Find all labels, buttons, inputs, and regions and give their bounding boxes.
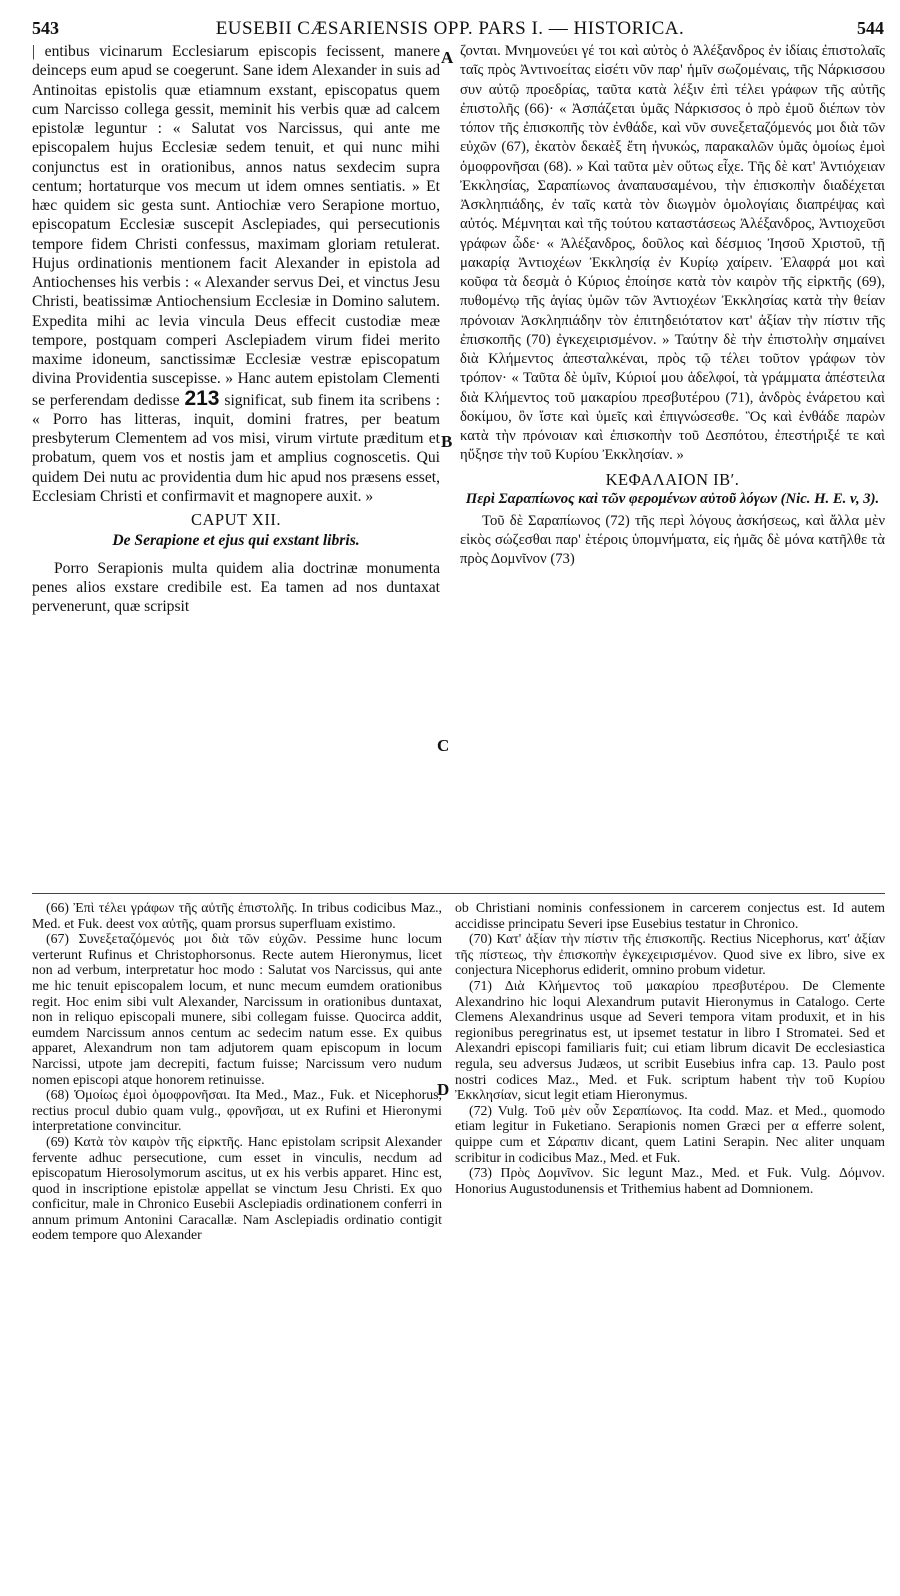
margin-letter-d: D	[437, 1080, 450, 1099]
note-67: (67) Συνεξεταζόμενός μοι διὰ τῶν εὐχῶν. Pessime hunc locum verterunt Rufinus et Christophorsonus. Recte autem Hieronymus, licet non ad verbum, interpretatur hoc modo : Salutat vos Narcissus, qui ante me hic tenuit episcopalem locum, et nunc mecum eumdem orationibus regit. Hoc enim sibi vult Alexander, Narcissum in orationibus duntaxat, non in reliquo episcopali munere, sibi collegam fuisse. Quocirca addit, eumdem Narcissum annos centum ac sedecim natum esse. Ex quibus apparet, Alexandrum non tam adjutorem quam episcopum in locum Narcissi, utpote jam decrepiti, factum fuisse; Narcissum vero nudum nomen episcopi atque honorem retinuisse.	[32, 931, 442, 1087]
latin-paragraph-1-tail: significat, sub finem ita scribens : « Porro has litteras, inquit, domini fratres, per beatum presbyterum Clementem ad vos misi, virum virtute præditum et probatum, quem vos et nostis jam et amplius cognoscetis. Qui quidem Dei nutu ac providentia dum hic apud nos præsens esset, Ecclesiam Christi et confirmavit et magnopere auxit. »	[32, 391, 440, 505]
kephalaion-subtitle: Περὶ Σαραπίωνος καὶ τῶν φερομένων αὐτοῦ λόγων (Nic. H. E. v, 3).	[465, 490, 880, 507]
page-number-right: 544	[857, 18, 884, 38]
note-70: (70) Κατ' ἀξίαν τὴν πίστιν τῆς ἐπισκοπῆς. Rectius Nicephorus, κατ' ἀξίαν τῆς πίστεως, τὴν ἐπισκοπὴν ἐγκεχειρισμένον. Quod sive ex libro, sive ex conjectura Nicephorus ediderit, omnino probum videtur.	[455, 931, 885, 978]
note-68: (68) Ὁμοίως ἐμοὶ ὁμοφρονῆσαι. Ita Med., Maz., Fuk. et Nicephorus, rectius procul dubio quam vulg., φρονῆσαι, ut ex Rufini et Hieronymi interpretatione convincitur.	[32, 1087, 442, 1134]
note-69-continued: ob Christiani nominis confessionem in carcerem conjectus est. Id autem accidisse principatu Severi ipse Eusebius testatur in Chronico.	[455, 900, 885, 931]
page-marginal-number: 213	[184, 386, 220, 410]
notes-divider	[32, 893, 885, 894]
note-73: (73) Πρὸς Δομνῖνον. Sic legunt Maz., Med. et Fuk. Vulg. Δόμνον. Honorius Augustodunensis et Trithemius habent ad Domnionem.	[455, 1165, 885, 1196]
caput-heading: CAPUT XII.	[191, 510, 281, 529]
notes-right-column	[455, 900, 885, 1196]
page-number-left: 543	[32, 18, 59, 38]
latin-column	[32, 42, 440, 616]
note-69: (69) Κατὰ τὸν καιρὸν τῆς εἱρκτῆς. Hanc epistolam scripsit Alexander fervente adhuc persecutione, cum esset in vinculis, necdum ad episcopatum Hierosolymorum ascitus, ut ex his verbis apparet. Hinc est, quod in inscriptione epistolæ appellat se vinctum Jesu Christi. Ex quo conficitur, male in Chronico Eusebii Asclepiadis ordinationem conferri in annum primum Antonini Caracallæ. Nam Asclepiadis ordinatio contigit eodem tempore quo Alexander	[32, 1133, 442, 1243]
latin-paragraph-2: Porro Serapionis multa quidem alia doctrinæ monumenta penes alios exstare credibile est. Ea tamen ad nos duntaxat pervenerunt, quæ scripsit	[32, 559, 440, 615]
margin-letter-b: B	[441, 432, 453, 451]
running-title: EUSEBII CÆSARIENSIS OPP. PARS I. — HISTORICA.	[215, 18, 685, 39]
note-72: (72) Vulg. Τοῦ μὲν οὖν Σεραπίωνος. Ita codd. Maz. et Med., quomodo etiam legitur in Fuketiano. Serapionis nomen Græci per α efferre solent, quippe cum et Σάραπιν dicant, quem Latini Serapin. Nec aliter unquam scribitur in codicibus Maz., Med. et Fuk.	[455, 1102, 885, 1165]
greek-paragraph-1: ζονται. Μνημονεύει γέ τοι καὶ αὐτὸς ὁ Ἀλέξανδρος ἐν ἰδίαις ἐπιστολαῖς ταῖς πρὸς Ἀντινοείτας εἰσέτι νῦν παρ' ἡμῖν σωζομέναις, τῆς Νάρκισσου συν αὐτῷ προεδρίας, ταῦτα κατὰ λέξιν ἐπὶ τέλει γράφων τῆς αὐτῆς ἐπιστολῆς (66)· « Ἀσπάζεται ὑμᾶς Νάρκισσος ὁ πρὸ ἐμοῦ διέπων τὸν τόπον τῆς ἐπισκοπῆς τὸν ἐνθάδε, καὶ νῦν συνεξεταζόμενός μοι διὰ τῶν εὐχῶν (67), ἑκατὸν δεκαὲξ ἔτη ἠνυκώς, παρακαλῶν ὑμᾶς ὁμοίως ἐμοὶ ὁμοφρονῆσαι (68). » Καὶ ταῦτα μὲν οὕτως εἶχε. Τῆς δὲ κατ' Ἀντιόχειαν Ἐκκλησίας, Σαραπίωνος ἀναπαυσαμένου, τὴν ἐπισκοπὴν διαδέχεται Ἀσκληπιάδης, ἐν ταῖς κατὰ τὸν διωγμὸν ὁμολογίαις διαπρέψας καὶ αὐτός. Μέμνηται καὶ τῆς τούτου καταστάσεως Ἀλέξανδρος, Ἀντιοχεῦσι γράφων ὧδε· « Ἀλέξανδρος, δοῦλος καὶ δέσμιος Ἰησοῦ Χριστοῦ, τῇ μακαρίᾳ Ἀντιοχέων Ἐκκλησίᾳ ἐν Κυρίῳ χαίρειν. Ἐλαφρά μοι καὶ κοῦφα τὰ δεσμὰ ὁ Κύριος ἐποίησε κατὰ τὸν καιρὸν τῆς εἱρκτῆς (69), πυθομένῳ τῆς ἁγίας ὑμῶν τῶν Ἀντιοχέων Ἐκκλησίας κατὰ τὴν θείαν πρόνοιαν Ἀσκληπιάδην τὸν ἐπιτηδειότατον κατ' ἀξίαν τὴν πίστιν τῆς ἐπισκοπῆς (70) ἐγκεχειρισμένον. » Ταύτην δὲ τὴν ἐπιστολὴν σημαίνει διὰ Κλήμεντος ἀπεσταλκέναι, πρὸς τῷ τέλει τοῦτον γράφων τὸν τρόπον· « Ταῦτα δὲ ὑμῖν, Κύριοί μου ἀδελφοί, τὰ γράμματα ἀπέστειλα διὰ Κλήμεντος τοῦ μακαρίου πρεσβυτέρου (71), ἀνδρὸς ἐνάρετου καὶ δοκίμου, ὃν ἴστε καὶ ὑμεῖς καὶ ἐπιγνώσεσθε. Ὃς καὶ ἐνθάδε παρὼν κατὰ τὴν πρόνοιαν καὶ ἐπισκοπὴν τοῦ Δεσπότου, ἐπεστήριξέ τε καὶ ηὔξησε τὴν τοῦ Κυρίου Ἐκκλησίαν. »	[460, 43, 885, 464]
note-66: (66) Ἐπὶ τέλει γράφων τῆς αὐτῆς ἐπιστολῆς. In tribus codicibus Maz., Med. et Fuk. deest vox αὐτῆς, quam prorsus superfluam existimo.	[32, 900, 442, 931]
kephalaion-heading: ΚΕΦΑΛΑΙΟΝ ΙΒʹ.	[605, 469, 740, 489]
note-71: (71) Διὰ Κλήμεντος τοῦ μακαρίου πρεσβυτέρου. De Clemente Alexandrino hic loqui Alexandrum putavit Hieronymus in Catalogo. Certe Clemens Alexandrinus usque ad Severi tempora vitam produxit, et in his regionibus peregrinatus est, ut ipsemet testatur in libro I Stromatei. Sed et Alexandri episcopi familiaris fuit; cui etiam librum dicavit De ecclesiastica regula, seu adversus Judæos, ut scribit Eusebius infra cap. 13. Paulo post nostri codices Maz., Med. et Fuk. scriptum habent τὴν τοῦ Κυρίου Ἐκκλησίαν, sicut legit etiam Hieronymus.	[455, 977, 885, 1103]
greek-paragraph-2: Τοῦ δὲ Σαραπίωνος (72) τῆς περὶ λόγους ἀσκήσεως, καὶ ἄλλα μὲν εἰκὸς σώζεσθαι παρ' ἑτέροις ὑπομνήματα, εἰς ἡμᾶς δὲ μόνα κατῆλθε τὰ πρὸς Δομνῖνον (73)	[460, 512, 885, 568]
notes-left-column	[32, 900, 442, 1243]
margin-letter-c: C	[437, 736, 450, 755]
latin-paragraph-1-text: | entibus vicinarum Ecclesiarum episcopis fecissent, manere deinceps eum apud se coegerunt. Sane idem Alexander in suis ad Antinoitas epistolis quæ etiamnum exstant, episcopatus quem cum Narcisso collega gessit, meminit his verbis quæ ad calcem epistolæ leguntur : « Salutat vos Narcissus, qui ante me episcopalem hujus Ecclesiæ sedem tenuit, et qui nunc mihi conjunctus est in orationibus, annos natus sexdecim supra centum; hortaturque vos mecum ut idem omnes sentiatis. » Et hæc quidem sic gesta sunt. Antiochiæ vero Serapione mortuo, episcopatum Ecclesiæ suscepit Asclepiades, qui persecutionis tempore fidem Christi confessus, maximam gloriam retulerat. Hujus ordinationis mentionem facit Alexander in epistola ad Antiochenses his verbis : « Alexander servus Dei, et vinctus Jesu Christi, beatissimæ Antiochensium Ecclesiæ in Domino salutem. Expedita mihi ac levia vincula Deus effecit custodiæ meæ tempore, postquam comperi Asclepiadem virum fidei merito maxime idoneum, sanctissimæ Ecclesiæ vestræ episcopatum divina Providentia suscepisse. » Hanc autem epistolam Clementi se perferendam dedisse	[32, 43, 440, 409]
running-header	[0, 0, 900, 40]
margin-letter-a: A	[441, 48, 454, 67]
latin-paragraph-1	[32, 42, 440, 506]
caput-subtitle: De Serapione et ejus qui exstant libris.	[112, 532, 360, 550]
greek-column	[460, 42, 885, 570]
